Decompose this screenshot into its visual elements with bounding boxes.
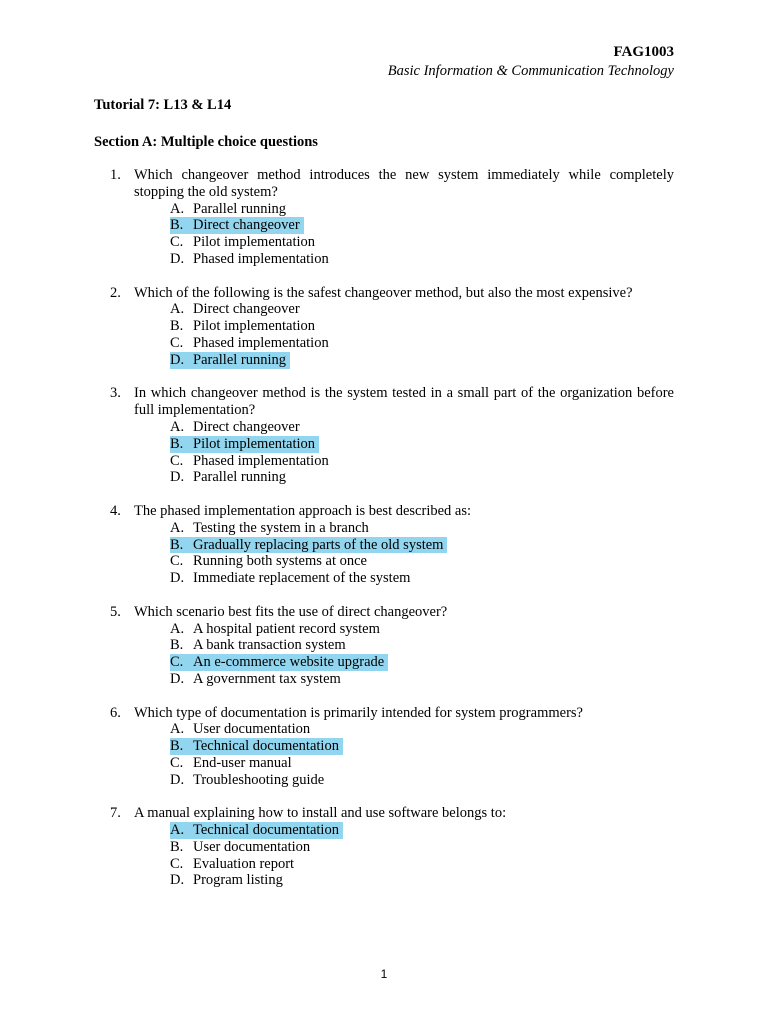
question-number: 6. <box>110 704 121 721</box>
answer-option <box>170 234 674 251</box>
option-letter: C. <box>170 234 184 251</box>
answer-option <box>170 520 674 537</box>
option-text: Gradually replacing parts of the old system <box>193 536 444 553</box>
answer-choice <box>170 570 414 587</box>
highlighted-answer <box>170 352 290 369</box>
option-text: Technical documentation <box>193 738 339 755</box>
question-number: 7. <box>110 805 121 822</box>
answer-option <box>170 553 674 570</box>
highlighted-answer <box>170 738 343 755</box>
option-text: A hospital patient record system <box>193 620 380 637</box>
answer-choice <box>170 721 314 738</box>
question-text: Which scenario best fits the use of direct changeover? <box>134 603 448 620</box>
option-letter: A. <box>170 519 185 536</box>
answer-option <box>170 671 674 688</box>
answer-choice <box>170 251 333 268</box>
answer-options <box>170 301 674 368</box>
answer-choice <box>170 839 314 856</box>
answer-options <box>170 520 674 587</box>
option-letter: A. <box>170 620 185 637</box>
option-letter: D. <box>170 872 185 889</box>
question-text: Which type of documentation is primarily intended for system programmers? <box>134 704 583 721</box>
option-text: Technical documentation <box>193 822 339 839</box>
answer-option <box>170 839 674 856</box>
option-letter: D. <box>170 351 185 368</box>
option-letter: B. <box>170 536 184 553</box>
option-letter: A. <box>170 721 185 738</box>
option-letter: C. <box>170 553 184 570</box>
question-1 <box>94 167 674 268</box>
answer-option <box>170 738 674 755</box>
question-text: A manual explaining how to install and use software belongs to: <box>134 805 507 822</box>
option-text: Direct changeover <box>193 217 300 234</box>
option-letter: C. <box>170 452 184 469</box>
option-text: Direct changeover <box>193 301 300 318</box>
answer-option <box>170 755 674 772</box>
option-text: Pilot implementation <box>193 234 316 251</box>
option-letter: D. <box>170 670 185 687</box>
option-letter: A. <box>170 200 185 217</box>
option-text: Parallel running <box>193 200 287 217</box>
option-text: Evaluation report <box>193 855 295 872</box>
option-text: Troubleshooting guide <box>193 771 325 788</box>
question-text: Which changeover method introduces the new system immediately while completely stopping the old system? <box>134 167 674 200</box>
tutorial-title: Tutorial 7: L13 & L14 <box>94 97 232 113</box>
course-code: FAG1003 <box>613 44 674 60</box>
option-letter: B. <box>170 838 184 855</box>
answer-choice <box>170 772 328 789</box>
answer-option <box>170 419 674 436</box>
answer-option <box>170 453 674 470</box>
option-letter: D. <box>170 469 185 486</box>
answer-option <box>170 436 674 453</box>
question-number: 2. <box>110 284 121 301</box>
option-text: Phased implementation <box>193 250 329 267</box>
answer-options <box>170 822 674 889</box>
question-number: 1. <box>110 167 121 183</box>
option-letter: D. <box>170 250 185 267</box>
answer-option <box>170 301 674 318</box>
option-text: Testing the system in a branch <box>193 519 369 536</box>
page-number: 1 <box>380 967 388 981</box>
question-list <box>94 167 674 906</box>
page-header <box>388 43 674 80</box>
option-letter: B. <box>170 738 184 755</box>
option-text: An e-commerce website upgrade <box>193 654 385 671</box>
answer-choice <box>170 621 384 638</box>
option-text: A bank transaction system <box>193 637 346 654</box>
option-letter: C. <box>170 855 184 872</box>
answer-option <box>170 621 674 638</box>
option-letter: D. <box>170 570 185 587</box>
course-name: Basic Information & Communication Technology <box>387 63 674 79</box>
question-number: 5. <box>110 603 121 620</box>
option-text: Parallel running <box>193 469 287 486</box>
answer-choice <box>170 872 287 889</box>
option-letter: B. <box>170 637 184 654</box>
section-title: Section A: Multiple choice questions <box>94 134 318 150</box>
answer-option <box>170 469 674 486</box>
highlighted-answer <box>170 654 388 671</box>
question-4 <box>94 503 674 587</box>
answer-choice <box>170 419 304 436</box>
answer-choice <box>170 856 298 873</box>
question-number: 3. <box>110 385 121 402</box>
answer-choice <box>170 553 371 570</box>
answer-option <box>170 335 674 352</box>
option-text: User documentation <box>193 721 311 738</box>
answer-choice <box>170 234 319 251</box>
option-letter: B. <box>170 217 184 234</box>
highlighted-answer <box>170 537 447 554</box>
answer-option <box>170 654 674 671</box>
answer-choice <box>170 469 290 486</box>
answer-option <box>170 217 674 234</box>
highlighted-answer <box>170 822 343 839</box>
option-text: Phased implementation <box>193 452 329 469</box>
answer-option <box>170 822 674 839</box>
option-text: User documentation <box>193 838 311 855</box>
answer-option <box>170 537 674 554</box>
option-text: Pilot implementation <box>193 435 316 452</box>
answer-options <box>170 419 674 486</box>
option-letter: A. <box>170 822 185 839</box>
option-text: Running both systems at once <box>193 553 367 570</box>
answer-choice <box>170 755 296 772</box>
option-letter: A. <box>170 301 185 318</box>
answer-choice <box>170 201 290 218</box>
answer-option <box>170 251 674 268</box>
option-letter: C. <box>170 754 184 771</box>
answer-options <box>170 201 674 268</box>
answer-option <box>170 872 674 889</box>
option-letter: D. <box>170 771 185 788</box>
option-text: Phased implementation <box>193 334 329 351</box>
answer-choice <box>170 453 333 470</box>
answer-option <box>170 637 674 654</box>
answer-choice <box>170 637 350 654</box>
answer-option <box>170 318 674 335</box>
highlighted-answer <box>170 217 304 234</box>
question-number: 4. <box>110 502 121 519</box>
option-text: Pilot implementation <box>193 318 316 335</box>
option-letter: C. <box>170 334 184 351</box>
question-5 <box>94 604 674 688</box>
answer-choice <box>170 318 319 335</box>
option-text: A government tax system <box>193 670 341 687</box>
answer-option <box>170 201 674 218</box>
option-text: Program listing <box>193 872 283 889</box>
answer-option <box>170 772 674 789</box>
answer-choice <box>170 335 333 352</box>
answer-option <box>170 570 674 587</box>
question-text: The phased implementation approach is best described as: <box>134 502 472 519</box>
answer-options <box>170 621 674 688</box>
question-7 <box>94 805 674 889</box>
option-letter: A. <box>170 418 185 435</box>
answer-option <box>170 721 674 738</box>
option-text: Parallel running <box>193 351 287 368</box>
answer-option <box>170 856 674 873</box>
option-letter: B. <box>170 318 184 335</box>
answer-choice <box>170 520 373 537</box>
highlighted-answer <box>170 436 319 453</box>
question-text: Which of the following is the safest changeover method, but also the most expensive? <box>134 284 633 301</box>
option-text: End-user manual <box>193 754 292 771</box>
option-text: Immediate replacement of the system <box>193 570 411 587</box>
answer-option <box>170 352 674 369</box>
answer-choice <box>170 301 304 318</box>
answer-options <box>170 721 674 788</box>
option-text: Direct changeover <box>193 418 300 435</box>
question-2 <box>94 285 674 369</box>
answer-choice <box>170 671 345 688</box>
question-3 <box>94 385 674 486</box>
option-letter: C. <box>170 654 184 671</box>
question-text: In which changeover method is the system tested in a small part of the organization before full implementation? <box>134 385 674 419</box>
question-6 <box>94 705 674 789</box>
option-letter: B. <box>170 435 184 452</box>
